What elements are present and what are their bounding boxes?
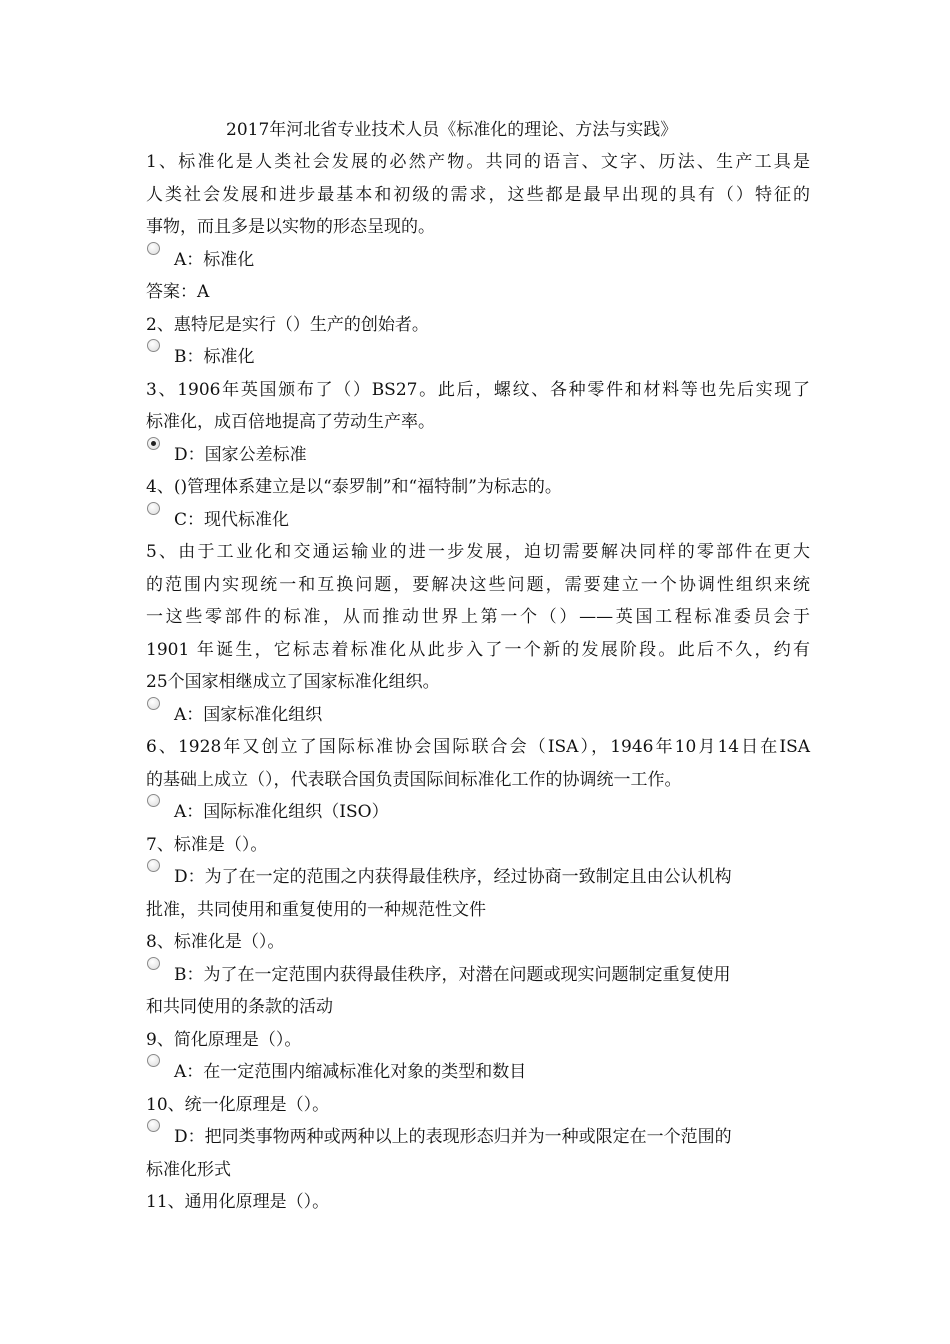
option-label: C：现代标准化	[174, 509, 290, 530]
question-9	[146, 1024, 810, 1089]
option-label: A：标准化	[174, 249, 255, 270]
question-text: 8、标准化是（）。	[146, 932, 285, 952]
option-label-continued: 批准，共同使用和重复使用的一种规范性文件	[146, 899, 486, 920]
option-label: D：为了在一定的范围之内获得最佳秩序，经过协商一致制定且由公认机构	[174, 867, 732, 887]
question-1	[146, 146, 810, 309]
radio-icon[interactable]	[147, 794, 160, 807]
answer-option[interactable]	[146, 439, 810, 472]
question-text: 4、()管理体系建立是以“泰罗制”和“福特制”为标志的。	[146, 477, 562, 497]
radio-checked-icon[interactable]	[147, 437, 160, 450]
question-text: 2、惠特尼是实行（）生产的创始者。	[146, 314, 429, 335]
question-text: 人类社会发展和进步最基本和初级的需求，这些都是最早出现的具有（）特征的	[146, 184, 810, 205]
answer-option[interactable]	[146, 341, 810, 374]
answer-option[interactable]	[146, 699, 810, 732]
answer-option[interactable]	[146, 796, 810, 829]
radio-icon[interactable]	[147, 1054, 160, 1067]
answer-text: 答案：A	[146, 282, 210, 302]
document-page	[146, 114, 810, 1219]
question-text: 事物，而且多是以实物的形态呈现的。	[146, 217, 435, 237]
question-6	[146, 731, 810, 829]
question-4	[146, 471, 810, 536]
question-text: 10、统一化原理是（）。	[146, 1094, 330, 1115]
question-text: 11、通用化原理是（）。	[146, 1192, 330, 1212]
radio-icon[interactable]	[147, 859, 160, 872]
answer-option[interactable]	[146, 1121, 810, 1154]
radio-icon[interactable]	[147, 339, 160, 352]
radio-icon[interactable]	[147, 1119, 160, 1132]
question-text: 7、标准是（）。	[146, 834, 268, 855]
question-text: 6、1928年又创立了国际标准协会国际联合会（ISA），1946年10月14日在ISA	[146, 737, 810, 757]
question-text: 的范围内实现统一和互换问题，要解决这些问题，需要建立一个协调性组织来统	[146, 574, 810, 595]
option-label-continued: 和共同使用的条款的活动	[146, 997, 333, 1017]
question-11	[146, 1186, 810, 1219]
radio-icon[interactable]	[147, 957, 160, 970]
option-label-continued: 标准化形式	[146, 1159, 231, 1180]
answer-option[interactable]	[146, 959, 810, 992]
option-label: B：为了在一定范围内获得最佳秩序，对潜在问题或现实问题制定重复使用	[174, 964, 731, 985]
question-2	[146, 309, 810, 374]
option-label: D：国家公差标准	[174, 444, 307, 465]
question-text: 9、简化原理是（）。	[146, 1029, 302, 1050]
question-text: 一这些零部件的标准，从而推动世界上第一个（）——英国工程标准委员会于	[146, 607, 810, 627]
answer-option[interactable]	[146, 244, 810, 277]
question-10	[146, 1089, 810, 1187]
question-text: 3、1906年英国颁布了（）BS27。此后，螺纹、各种零件和材料等也先后实现了	[146, 379, 810, 400]
document-title: 2017年河北省专业技术人员《标准化的理论、方法与实践》	[226, 120, 678, 140]
question-7	[146, 829, 810, 927]
question-text: 的基础上成立（），代表联合国负责国际间标准化工作的协调统一工作。	[146, 769, 682, 790]
radio-icon[interactable]	[147, 502, 160, 515]
question-text: 标准化，成百倍地提高了劳动生产率。	[146, 412, 435, 432]
option-label: A：在一定范围内缩减标准化对象的类型和数目	[174, 1062, 527, 1082]
option-label: A：国际标准化组织（ISO）	[174, 802, 389, 822]
question-8	[146, 926, 810, 1024]
question-text: 25个国家相继成立了国家标准化组织。	[146, 672, 440, 692]
answer-option[interactable]	[146, 504, 810, 537]
question-text: 1、标准化是人类社会发展的必然产物。共同的语言、文字、历法、生产工具是	[146, 152, 810, 172]
question-text: 5、由于工业化和交通运输业的进一步发展，迫切需要解决同样的零部件在更大	[146, 542, 810, 562]
answer-option[interactable]	[146, 1056, 810, 1089]
option-label: A：国家标准化组织	[174, 704, 323, 725]
answer-option[interactable]	[146, 861, 810, 894]
radio-icon[interactable]	[147, 242, 160, 255]
option-label: D：把同类事物两种或两种以上的表现形态归并为一种或限定在一个范围的	[174, 1127, 732, 1147]
option-label: B：标准化	[174, 347, 255, 367]
question-5	[146, 536, 810, 731]
question-3	[146, 374, 810, 472]
question-text: 1901 年诞生，它标志着标准化从此步入了一个新的发展阶段。此后不久，约有	[146, 639, 810, 660]
radio-icon[interactable]	[147, 697, 160, 710]
